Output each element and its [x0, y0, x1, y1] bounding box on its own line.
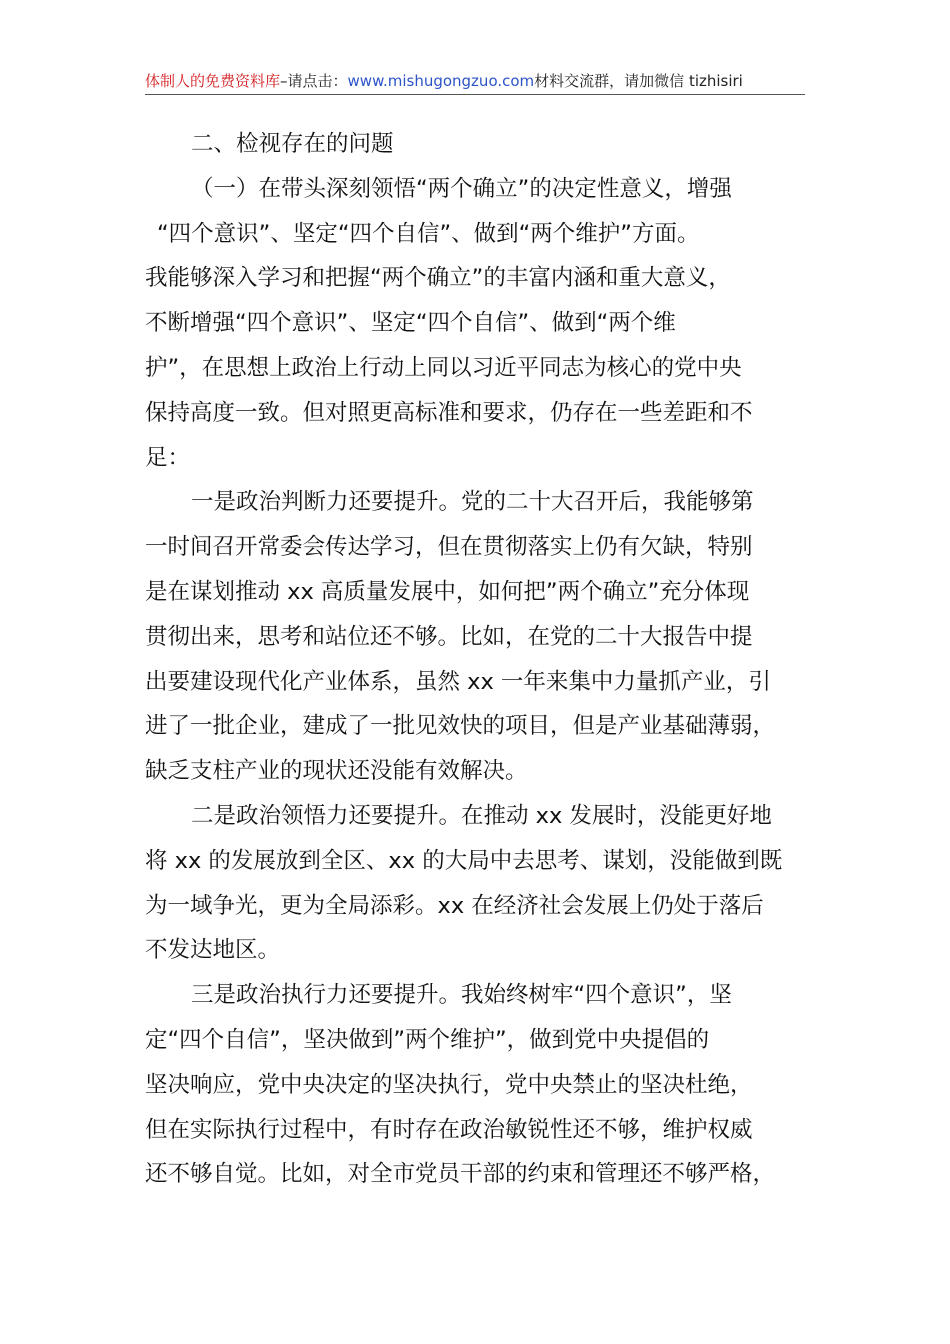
section-heading: 二、检视存在的问题	[191, 131, 394, 157]
subsection-heading-line: “四个意识”、坚定“四个自信”、做到“两个维护”方面。	[157, 220, 700, 247]
paragraph-line: 定“四个自信”，坚决做到”两个维护”，做到党中央提倡的	[145, 1026, 710, 1053]
paragraph-line: 保持高度一致。但对照更高标准和要求，仍存在一些差距和不	[145, 399, 753, 426]
paragraph-line: 三是政治执行力还要提升。我始终树牢“四个意识”，坚	[191, 982, 732, 1009]
header-url-link[interactable]: www.mishugongzuo.com	[347, 72, 535, 90]
paragraph-line: 是在谋划推动 xx 高质量发展中，如何把”两个确立”充分体现	[145, 578, 750, 605]
paragraph-line: 一是政治判断力还要提升。党的二十大召开后，我能够第	[191, 489, 754, 516]
paragraph-line: 出要建设现代化产业体系，虽然 xx 一年来集中力量抓产业，引	[145, 668, 771, 695]
header-prefix: –请点击：	[280, 72, 348, 90]
paragraph-line: 不发达地区。	[145, 937, 281, 964]
paragraph-line: 贯彻出来，思考和站位还不够。比如，在党的二十大报告中提	[145, 623, 753, 650]
paragraph-line: 但在实际执行过程中，有时存在政治敏锐性还不够，维护权威	[145, 1116, 753, 1143]
paragraph-line: 足：	[145, 444, 191, 471]
paragraph-line: 不断增强“四个意识”、坚定“四个自信”、做到“两个维	[145, 310, 676, 337]
document-body	[145, 122, 825, 1197]
paragraph-line: 护”，在思想上政治上行动上同以习近平同志为核心的党中央	[145, 354, 742, 381]
paragraph-line: 二是政治领悟力还要提升。在推动 xx 发展时，没能更好地	[191, 802, 772, 829]
paragraph-line: 缺乏支柱产业的现状还没能有效解决。	[145, 758, 528, 785]
page-header	[145, 68, 805, 95]
header-brand: 体制人的免费资料库	[145, 72, 281, 90]
paragraph-line: 进了一批企业，建成了一批见效快的项目，但是产业基础薄弱，	[145, 713, 776, 740]
paragraph-line: 坚决响应，党中央决定的坚决执行，党中央禁止的坚决杜绝，	[145, 1071, 753, 1098]
subsection-heading-line: （一）在带头深刻领悟“两个确立”的决定性意义，增强	[191, 175, 732, 202]
header-suffix: 材料交流群，请加微信 tizhisiri	[534, 72, 743, 90]
paragraph-line: 我能够深入学习和把握“两个确立”的丰富内涵和重大意义，	[145, 265, 731, 292]
paragraph-line: 为一域争光，更为全局添彩。xx 在经济社会发展上仍处于落后	[145, 892, 764, 919]
paragraph-line: 还不够自觉。比如，对全市党员干部的约束和管理还不够严格，	[145, 1161, 776, 1188]
paragraph-line: 将 xx 的发展放到全区、xx 的大局中去思考、谋划，没能做到既	[145, 847, 783, 874]
paragraph-line: 一时间召开常委会传达学习，但在贯彻落实上仍有欠缺，特别	[145, 534, 753, 561]
